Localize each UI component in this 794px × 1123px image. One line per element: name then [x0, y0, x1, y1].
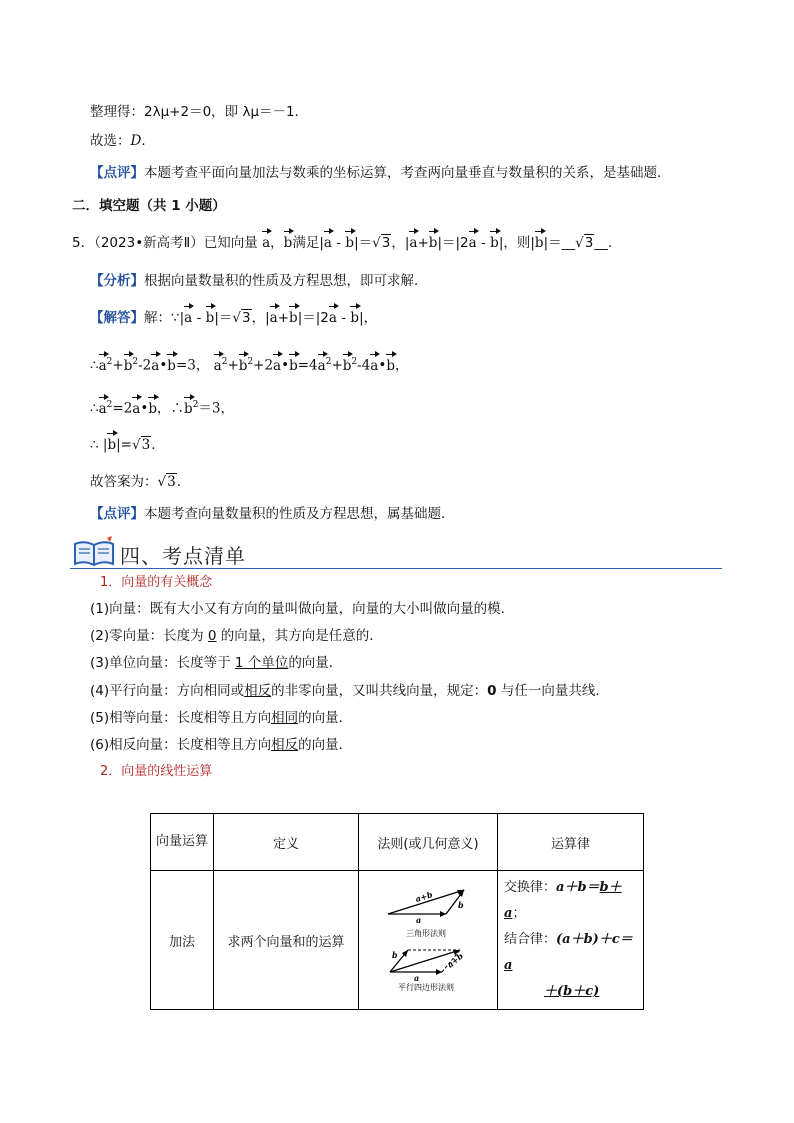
vector-b: b — [205, 310, 215, 326]
cell-laws — [498, 871, 644, 1010]
review-line-1 — [90, 163, 671, 183]
label-a-plus-b: a+b — [414, 889, 434, 905]
comma: ， — [156, 400, 171, 417]
header-laws: 运算律 — [498, 814, 644, 871]
answer-sqrt-3: √3 — [575, 235, 594, 251]
therefore-symbol: ∴ — [90, 357, 99, 374]
q5-mid: ，| — [391, 235, 410, 251]
therefore-symbol: ∴ — [170, 400, 184, 417]
vector-b: b — [183, 400, 193, 417]
analysis-text: 根据向量数量积的性质及方程思想，即可求解． — [144, 273, 428, 289]
plus: + — [112, 357, 124, 374]
answer-choice-line — [90, 131, 155, 151]
plus: + — [277, 310, 290, 326]
vector-b: b — [107, 437, 117, 453]
section-header-checklist — [70, 536, 722, 570]
vector-a: a — [98, 400, 107, 417]
item-text: 与任一向量共线． — [496, 683, 609, 699]
plus: + — [227, 357, 239, 374]
vector-a: a — [370, 357, 379, 374]
equation-text: 整理得：2λμ+2＝0，即 λμ＝－1． — [90, 104, 309, 120]
review-tag: 【点评】 — [90, 165, 144, 181]
comma: ， — [220, 400, 234, 417]
cell-operation: 加法 — [151, 871, 214, 1010]
checklist-heading-1 — [100, 573, 212, 593]
item-text: 的向量． — [288, 655, 343, 671]
solution-line-4 — [90, 435, 165, 455]
review-text: 本题考查向量数量积的性质及方程思想，属基础题． — [144, 506, 455, 522]
therefore-symbol: ∴ — [90, 437, 99, 453]
vector-a: a — [273, 357, 282, 374]
underlined-term: 0 — [207, 628, 217, 644]
review-text: 本题考查平面向量加法与数乘的坐标运算，考查两向量垂直与数量积的关系，是基础题． — [144, 165, 671, 181]
heading-text: 2．向量的线性运算 — [100, 764, 213, 779]
minus: - — [331, 235, 346, 251]
comma: ， — [394, 357, 409, 374]
vector-a: a — [323, 235, 332, 251]
q5-mid: |＝|2 — [437, 235, 469, 251]
label-a: a — [416, 915, 422, 925]
final-answer-value: √3 — [157, 474, 176, 490]
vector-b: b — [386, 357, 395, 374]
exponent: 2 — [351, 357, 358, 367]
vector-a: a — [317, 357, 326, 374]
review-tag: 【点评】 — [90, 506, 144, 522]
table-header-row — [151, 814, 644, 871]
final-answer-label: 故答案为： — [90, 474, 158, 490]
vector-b: b — [238, 357, 248, 374]
vector-b: b — [534, 235, 544, 251]
dot: • — [281, 357, 290, 374]
section-rule — [70, 568, 722, 569]
table-row — [151, 871, 644, 1010]
exponent: 2 — [221, 357, 228, 367]
underlined-term: 相同 — [271, 710, 299, 726]
law-label: 交换律： — [504, 880, 557, 895]
solution-line-2 — [90, 352, 408, 376]
period: ． — [151, 437, 165, 453]
sqrt-3: √3 — [131, 437, 151, 453]
vector-a: a — [269, 310, 278, 326]
law-rhs: ＋(b＋c) — [544, 984, 600, 999]
q5-mid: |＝ — [354, 235, 373, 251]
label-a-plus-b-para: a+b — [445, 950, 465, 970]
minus: - — [336, 310, 351, 326]
vector-a: a — [132, 400, 141, 417]
q5-mid: 满足| — [292, 235, 324, 251]
dot: • — [140, 400, 149, 417]
coef: 2 — [264, 357, 274, 374]
law-lhs: a＋b＝ — [556, 880, 600, 895]
commutative-law — [504, 875, 639, 927]
plus: + — [417, 235, 429, 251]
underlined-term: 相反 — [244, 683, 272, 699]
section-heading-text: 二．填空题（共 1 小题） — [72, 198, 226, 214]
vector-operations-table — [150, 813, 644, 1010]
equals: |＝ — [214, 310, 233, 326]
equals: = — [297, 357, 310, 374]
triangle-rule-label: 三角形法则 — [406, 929, 446, 938]
parallelogram-rule-label: 平行四边形法则 — [398, 983, 454, 992]
review-line-2 — [90, 504, 455, 524]
vector-b: b — [350, 310, 360, 326]
blank-end: __． — [594, 235, 622, 251]
dot: • — [159, 357, 168, 374]
checklist-item-5 — [90, 708, 352, 728]
final-answer-line — [90, 472, 190, 492]
vector-a: a — [468, 235, 477, 251]
vector-a: a — [262, 235, 271, 251]
item-text: 的向量，其方向是任意的． — [216, 628, 383, 644]
vector-b: b — [148, 400, 157, 417]
vector-b: b — [283, 235, 293, 251]
vector-a: a — [184, 310, 193, 326]
associative-law-cont — [504, 979, 639, 1005]
period: ． — [141, 133, 155, 149]
close-comma: |， — [359, 310, 378, 326]
solution-line-3 — [90, 395, 234, 419]
exponent: 2 — [192, 400, 199, 410]
zero-vector: 0 — [487, 683, 497, 699]
sqrt-3: √3 — [372, 235, 391, 251]
checklist-item-2 — [90, 626, 383, 646]
abs-close: | — [116, 437, 121, 453]
minus: - — [192, 310, 206, 326]
comma: ， — [270, 235, 284, 251]
q5-mid: |，则| — [498, 235, 535, 251]
exponent: 2 — [106, 400, 113, 410]
underlined-term: 1 个单位 — [234, 655, 289, 671]
plus: + — [253, 357, 265, 374]
item-text: 的向量． — [298, 737, 353, 753]
section-title: 四、考点清单 — [120, 544, 246, 568]
cell-definition: 求两个向量和的运算 — [214, 871, 359, 1010]
exponent: 2 — [132, 357, 139, 367]
exponent: 2 — [247, 357, 254, 367]
item-text: (1)向量：既有大小又有方向的量叫做向量，向量的大小叫做向量的模． — [90, 601, 515, 617]
cell-rule — [359, 871, 498, 1010]
exponent: 2 — [106, 357, 113, 367]
header-rule: 法则(或几何意义) — [359, 814, 498, 871]
item-text: (4)平行向量：方向相同或 — [90, 683, 245, 699]
vector-a: a — [98, 357, 107, 374]
vector-b: b — [342, 357, 352, 374]
vector-b: b — [123, 357, 133, 374]
vector-b: b — [345, 235, 355, 251]
checklist-item-4 — [90, 681, 609, 701]
section-fill-blank-heading — [72, 196, 226, 216]
solution-tag: 【解答】 — [90, 310, 144, 326]
item-text: (3)单位向量：长度等于 — [90, 655, 235, 671]
minus: - — [476, 235, 491, 251]
vector-b: b — [428, 235, 438, 251]
vector-a: a — [409, 235, 418, 251]
item-text: (5)相等向量：长度相等且方向 — [90, 710, 272, 726]
checklist-item-1 — [90, 599, 514, 619]
label-b-para: b — [392, 950, 398, 960]
book-icon — [72, 536, 116, 570]
answer-choice: D — [130, 133, 142, 149]
item-text: 的非零向量，又叫共线向量，规定： — [271, 683, 488, 699]
therefore-symbol: ∴ — [90, 400, 99, 417]
question-5 — [72, 233, 621, 253]
associative-law — [504, 927, 639, 979]
item-text: (2)零向量：长度为 — [90, 628, 208, 644]
header-definition: 定义 — [214, 814, 359, 871]
vector-b: b — [490, 235, 499, 251]
vector-b: b — [289, 310, 298, 326]
checklist-item-6 — [90, 735, 352, 755]
equals: = — [175, 357, 188, 374]
comma-abs: ，| — [251, 310, 270, 326]
q5-mid: |＝ — [543, 235, 562, 251]
minus: - — [357, 357, 362, 374]
law-rhs: b＋a — [504, 880, 622, 921]
heading-text: 1．向量的有关概念 — [100, 575, 213, 590]
vector-b: b — [167, 357, 176, 374]
q5-prefix: 5．（2023•新高考Ⅱ）已知向量 — [72, 235, 258, 251]
label-b: b — [458, 900, 464, 910]
comma: ， — [195, 357, 210, 374]
law-end: ； — [512, 906, 526, 921]
coef: 2 — [123, 400, 133, 417]
equals: = — [120, 437, 132, 453]
dot: • — [378, 357, 387, 374]
underlined-term: 相反 — [271, 737, 299, 753]
item-text: 的向量． — [298, 710, 353, 726]
checklist-item-3 — [90, 653, 342, 673]
analysis-tag: 【分析】 — [90, 273, 144, 289]
law-lhs: (a＋b)＋c＝ — [556, 932, 633, 947]
equals-abs-2: |＝|2 — [297, 310, 329, 326]
value: 3 — [187, 357, 196, 374]
equals: ＝ — [198, 400, 212, 417]
plus: + — [331, 357, 343, 374]
coef: 4 — [361, 357, 371, 374]
sqrt-3: √3 — [232, 310, 251, 326]
law-rhs: a — [504, 958, 513, 973]
law-label: 结合律： — [504, 932, 557, 947]
abs-open: | — [102, 437, 108, 453]
checklist-heading-2 — [100, 762, 212, 782]
analysis-line — [90, 271, 428, 291]
value: 3 — [211, 400, 221, 417]
header-operation: 向量运算 — [151, 814, 214, 871]
exponent: 2 — [325, 357, 332, 367]
vector-a: a — [213, 357, 222, 374]
solution-text: 解：∵| — [144, 310, 185, 326]
equals: = — [112, 400, 124, 417]
period: ． — [176, 474, 191, 490]
answer-label: 故选： — [90, 133, 131, 149]
item-text: (6)相反向量：长度相等且方向 — [90, 737, 272, 753]
vector-a: a — [151, 357, 160, 374]
blank-fill: __ — [561, 235, 576, 251]
solution-line-1 — [90, 308, 377, 328]
vector-addition-diagram — [368, 884, 488, 992]
coef: 4 — [309, 357, 318, 374]
vector-b: b — [289, 357, 298, 374]
equation-line — [90, 102, 308, 122]
vector-a: a — [328, 310, 337, 326]
coef: -2 — [138, 357, 152, 374]
label-a-para: a — [414, 973, 420, 983]
